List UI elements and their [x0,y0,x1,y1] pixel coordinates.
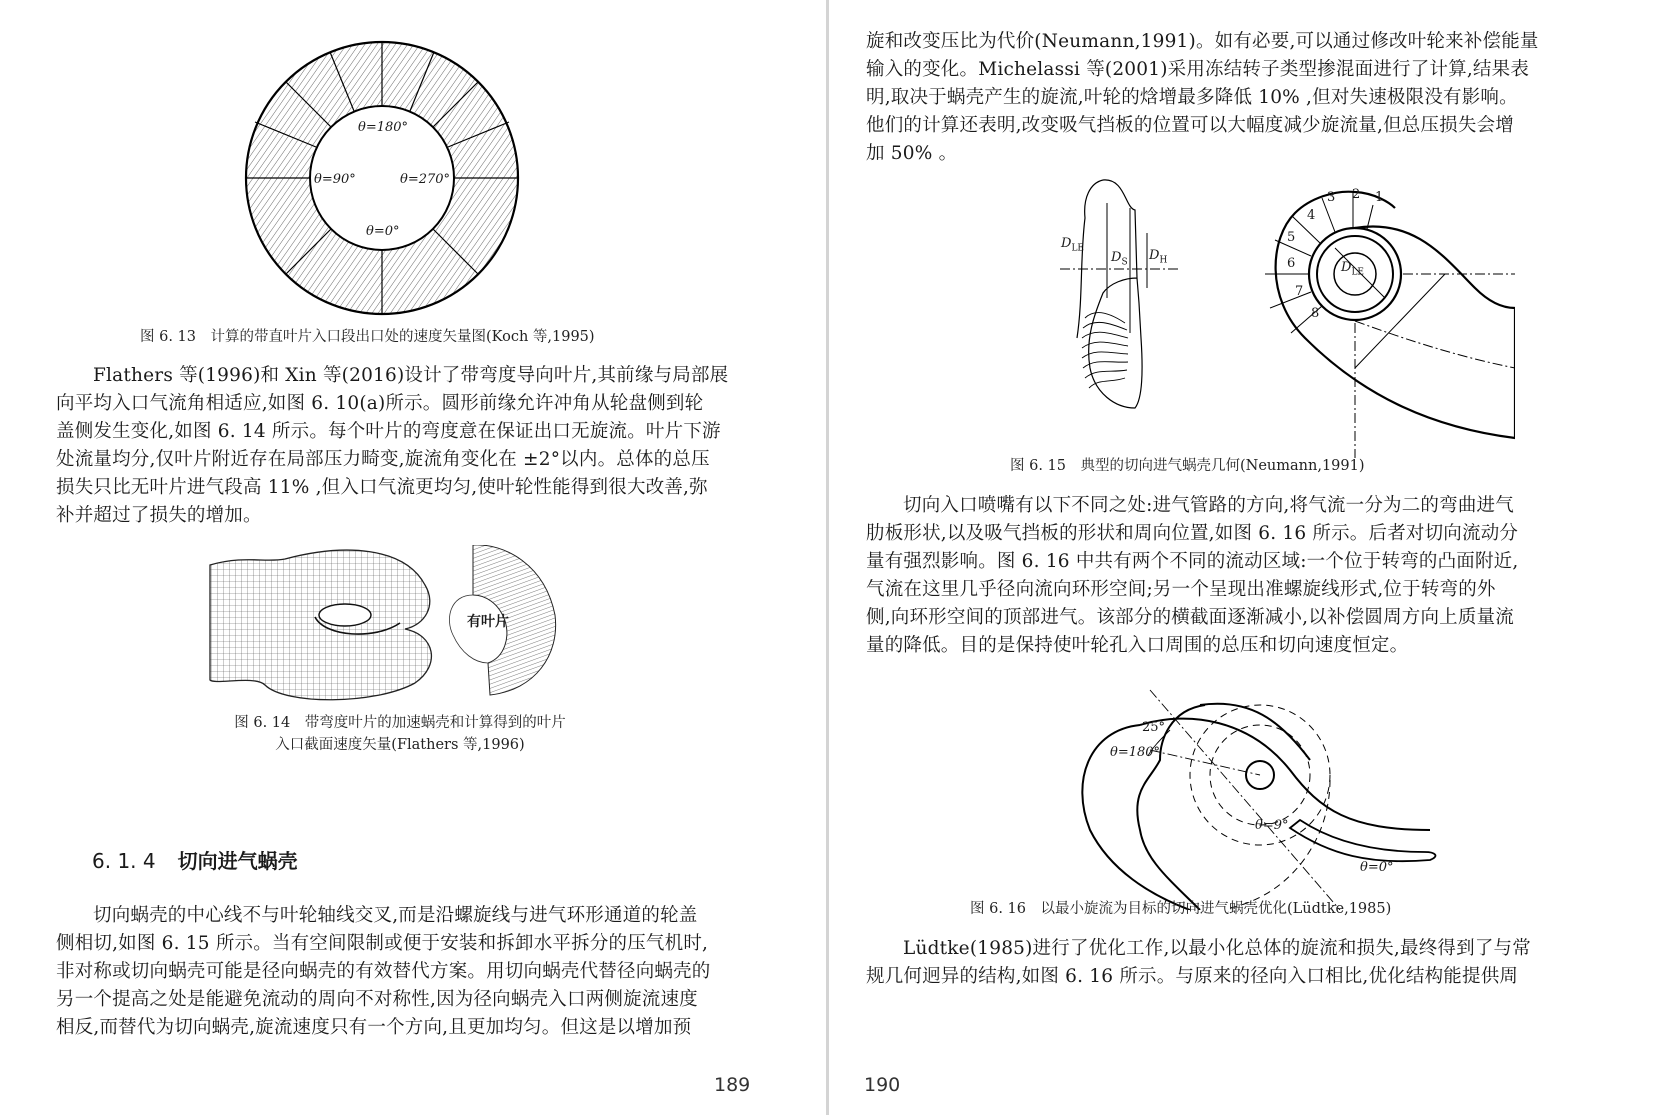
left-paragraph-2 [56,902,711,1042]
label-theta-9: θ=9° [1255,818,1289,833]
left-paragraph-1 [56,362,728,530]
page-gutter-divider [826,0,829,1115]
volute-geometry-drawing [1055,178,1515,468]
figure-6-15-tangential-volute-geometry [1055,178,1515,468]
text-line: 量有强烈影响。图 6. 16 中共有两个不同的流动区域:一个位于转弯的凸面附近, [866,551,1519,572]
section-title: 切向进气蜗壳 [177,849,298,873]
optimized-volute-drawing [1030,680,1460,910]
text-line: 他们的计算还表明,改变吸气挡板的位置可以大幅度减少旋流量,但总压损失会增 [866,115,1514,136]
text-line: 输入的变化。Michelassi 等(2001)采用冻结转子类型掺混面进行了计算,结果表 [866,59,1530,80]
text-line: Flathers 等(1996)和 Xin 等(2016)设计了带弯度导向叶片,其前缘与局部展 [93,365,729,386]
text-line: 肋板形状,以及吸气挡板的形状和周向位置,如图 6. 16 所示。后者对切向流动分 [866,523,1519,544]
text-line: 明,取决于蜗壳产生的旋流,叶轮的焓增最多降低 10% ,但对失速极限没有影响。 [866,87,1518,108]
figure-6-14-caption-line-1: 图 6. 14 带弯度叶片的加速蜗壳和计算得到的叶片 [234,715,566,731]
section-number-1: 1 [1375,190,1384,205]
text-line: 切向蜗壳的中心线不与叶轮轴线交叉,而是沿螺旋线与进气环形通道的轮盖 [93,905,698,926]
label-d-s: $D_S$ [1111,250,1128,268]
text-line: 侧,向环形空间的顶部进气。该部分的横截面逐渐减小,以补偿圆周方向上质量流 [866,607,1514,628]
right-paragraph-2 [866,492,1518,660]
section-number-5: 5 [1287,230,1296,245]
figure-6-13-velocity-vector-plot [230,10,530,320]
text-line: 非对称或切向蜗壳可能是径向蜗壳的有效替代方案。用切向蜗壳代替径向蜗壳的 [56,961,711,982]
page-number-right: 190 [864,1074,901,1096]
annulus-vector-diagram [230,10,530,320]
text-line: 规几何迥异的结构,如图 6. 16 所示。与原来的径向入口相比,优化结构能提供周 [866,966,1519,987]
label-theta-180: θ=180° [358,120,409,135]
label-theta-270: θ=270° [400,172,451,187]
figure-6-16-caption: 图 6. 16 以最小旋流为目标的切向进气蜗壳优化(Lüdtke,1985) [970,901,1392,917]
label-theta-0: θ=0° [366,224,400,239]
left-page-189 [0,0,826,1115]
section-number-4: 4 [1307,208,1316,223]
page-number-left: 189 [714,1074,751,1096]
label-theta-0: θ=0° [1360,860,1394,875]
text-line: 侧相切,如图 6. 15 所示。当有空间限制或便于安装和拆卸水平拆分的压气机时, [56,933,709,954]
figure-6-16-optimized-volute [1030,680,1460,910]
section-heading-6-1-4 [92,845,298,874]
figure-6-13-caption: 图 6. 13 计算的带直叶片入口段出口处的速度矢量图(Koch 等,1995) [140,329,595,345]
figure-6-14-caption [200,712,600,756]
figure-6-14-volute-mesh [205,545,565,705]
text-line: 量的降低。目的是保持使叶轮孔入口周围的总压和切向速度恒定。 [866,635,1409,656]
label-d-h: $D_H$ [1149,248,1168,266]
text-line: 处流量均分,仅叶片附近存在局部压力畸变,旋流角变化在 ±2°以内。总体的总压 [56,449,710,470]
section-number-7: 7 [1295,284,1304,299]
text-line: 加 50% 。 [866,143,958,164]
section-number-2: 2 [1352,187,1361,202]
figure-6-15-caption: 图 6. 15 典型的切向进气蜗壳几何(Neumann,1991) [1010,458,1365,474]
label-d-le-profile: $D_{LE}$ [1061,236,1084,254]
text-line: 补并超过了损失的增加。 [56,505,262,526]
text-line: 损失只比无叶片进气段高 11% ,但入口气流更均匀,使叶轮性能得到很大改善,弥 [56,477,708,498]
text-line: 相反,而替代为切向蜗壳,旋流速度只有一个方向,且更加均匀。但这是以增加预 [56,1017,692,1038]
text-line: 切向入口喷嘴有以下不同之处:进气管路的方向,将气流一分为二的弯曲进气 [903,495,1514,516]
text-line: 盖侧发生变化,如图 6. 14 所示。每个叶片的弯度意在保证出口无旋流。叶片下游 [56,421,721,442]
right-paragraph-3 [866,935,1531,991]
section-number-6: 6 [1287,256,1296,271]
figure-6-14-caption-line-2: 入口截面速度矢量(Flathers 等,1996) [275,737,525,753]
label-d-le-center: $D_{LE}$ [1341,260,1364,278]
label-theta-180: θ=180° [1110,745,1161,760]
text-line: 旋和改变压比为代价(Neumann,1991)。如有必要,可以通过修改叶轮来补偿能量 [866,31,1539,52]
text-line: 向平均入口气流角相适应,如图 6. 10(a)所示。圆形前缘允许冲角从轮盘侧到轮 [56,393,704,414]
inset-label-with-vanes: 有叶片 [467,614,509,630]
label-theta-90: θ=90° [314,172,356,187]
section-number: 6. 1. 4 [92,849,156,873]
text-line: 气流在这里几乎径向流向环形空间;另一个呈现出准螺旋线形式,位于转弯的外 [866,579,1496,600]
section-number-8: 8 [1311,306,1320,321]
right-paragraph-1 [866,28,1539,168]
right-page-190 [830,0,1664,1115]
volute-wireframe-illustration [205,545,565,705]
label-angle-25: 25° [1142,720,1166,735]
section-number-3: 3 [1327,190,1336,205]
text-line: 另一个提高之处是能避免流动的周向不对称性,因为径向蜗壳入口两侧旋流速度 [56,989,698,1010]
text-line: Lüdtke(1985)进行了优化工作,以最小化总体的旋流和损失,最终得到了与常 [903,938,1531,959]
